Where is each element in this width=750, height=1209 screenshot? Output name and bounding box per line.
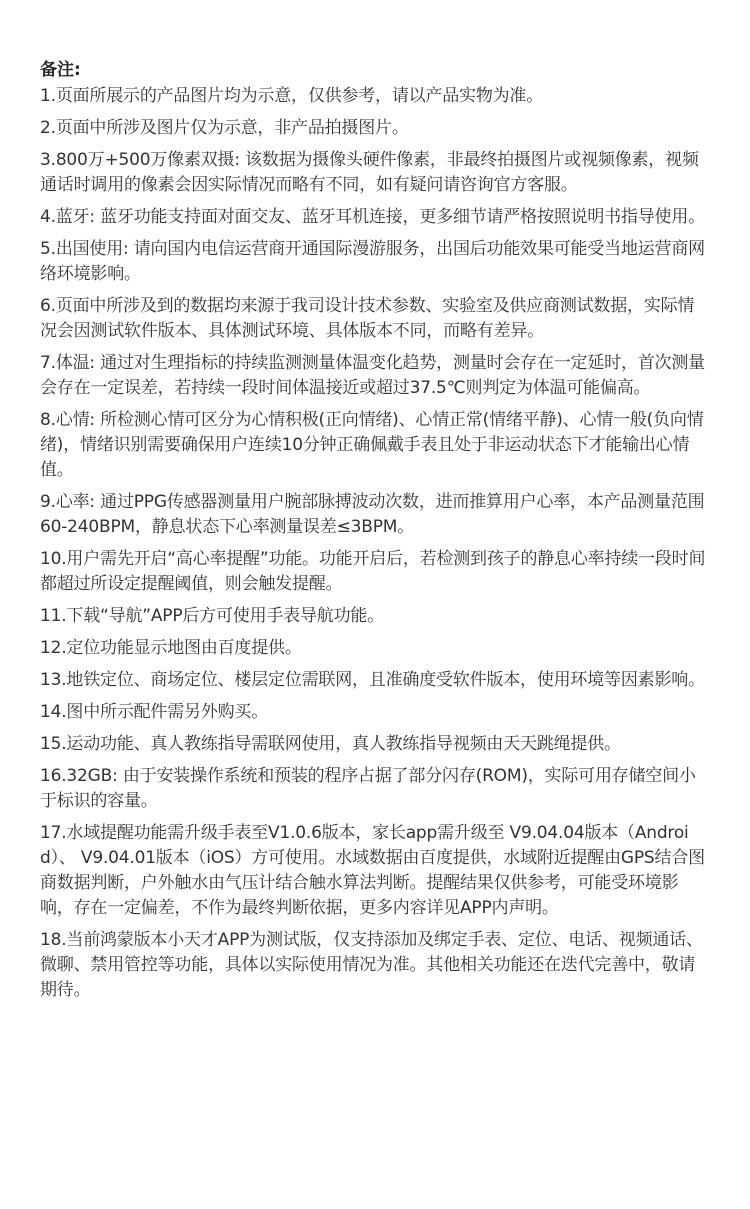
note-item: 5.出国使用: 请向国内电信运营商开通国际漫游服务，出国后功能效果可能受当地运营商网络环境影响。: [40, 239, 705, 284]
note-item: 14.图中所示配件需另外购买。: [40, 702, 269, 722]
note-item: 2.页面中所涉及图片仅为示意，非产品拍摄图片。: [40, 118, 409, 138]
note-item: 13.地铁定位、商场定位、楼层定位需联网，且准确度受软件版本，使用环境等因素影响。: [40, 670, 705, 690]
note-item: 9.心率: 通过PPG传感器测量用户腕部脉搏波动次数，进而推算用户心率，本产品测量范围60-240BPM，静息状态下心率测量误差≤3BPM。: [40, 492, 705, 537]
notes-list: [40, 84, 710, 1003]
note-item: 11.下载“导航”APP后方可使用手表导航功能。: [40, 606, 384, 626]
notes-title: 备注:: [40, 60, 81, 80]
note-item: 17.水域提醒功能需升级手表至V1.0.6版本，家长app需升级至 V9.04.04版本（Android）、 V9.04.01版本（iOS）方可使用。水域数据由百度提供，水域附近提醒由GPS结合图商数据判断，户外触水由气压计结合触水算法判断。提醒结果仅供参考，可能受环境影响，存在一定偏差，不作为最终判断依据，更多内容详见APP内声明。: [40, 823, 705, 918]
note-item: 8.心情: 所检测心情可区分为心情积极(正向情绪)、心情正常(情绪平静)、心情一般(负向情绪)，情绪识别需要确保用户连续10分钟正确佩戴手表且处于非运动状态下才能输出心情值。: [40, 410, 704, 480]
note-item: 10.用户需先开启“高心率提醒”功能。功能开启后，若检测到孩子的静息心率持续一段时间都超过所设定提醒阈值，则会触发提醒。: [40, 549, 706, 594]
note-item: 12.定位功能显示地图由百度提供。: [40, 638, 302, 658]
note-item: 16.32GB: 由于安装操作系统和预装的程序占据了部分闪存(ROM)，实际可用存储空间小于标识的容量。: [40, 766, 696, 811]
note-item: 6.页面中所涉及到的数据均来源于我司设计技术参数、实验室及供应商测试数据，实际情况会因测试软件版本、具体测试环境、具体版本不同，而略有差异。: [40, 296, 695, 341]
note-item: 1.页面所展示的产品图片均为示意，仅供参考，请以产品实物为准。: [40, 86, 544, 106]
note-item: 15.运动功能、真人教练指导需联网使用，真人教练指导视频由天天跳绳提供。: [40, 734, 621, 754]
note-item: 3.800万+500万像素双摄: 该数据为摄像头硬件像素，非最终拍摄图片或视频像素，视频通话时调用的像素会因实际情况而略有不同，如有疑问请咨询官方客服。: [40, 150, 699, 195]
note-item: 4.蓝牙: 蓝牙功能支持面对面交友、蓝牙耳机连接，更多细节请严格按照说明书指导使用。: [40, 207, 705, 227]
note-item: 18.当前鸿蒙版本小天才APP为测试版，仅支持添加及绑定手表、定位、电话、视频通话、微聊、禁用管控等功能，具体以实际使用情况为准。其他相关功能还在迭代完善中，敬请期待。: [40, 930, 703, 1000]
note-item: 7.体温: 通过对生理指标的持续监测测量体温变化趋势，测量时会存在一定延时，首次测量会存在一定误差，若持续一段时间体温接近或超过37.5℃则判定为体温可能偏高。: [40, 353, 705, 398]
